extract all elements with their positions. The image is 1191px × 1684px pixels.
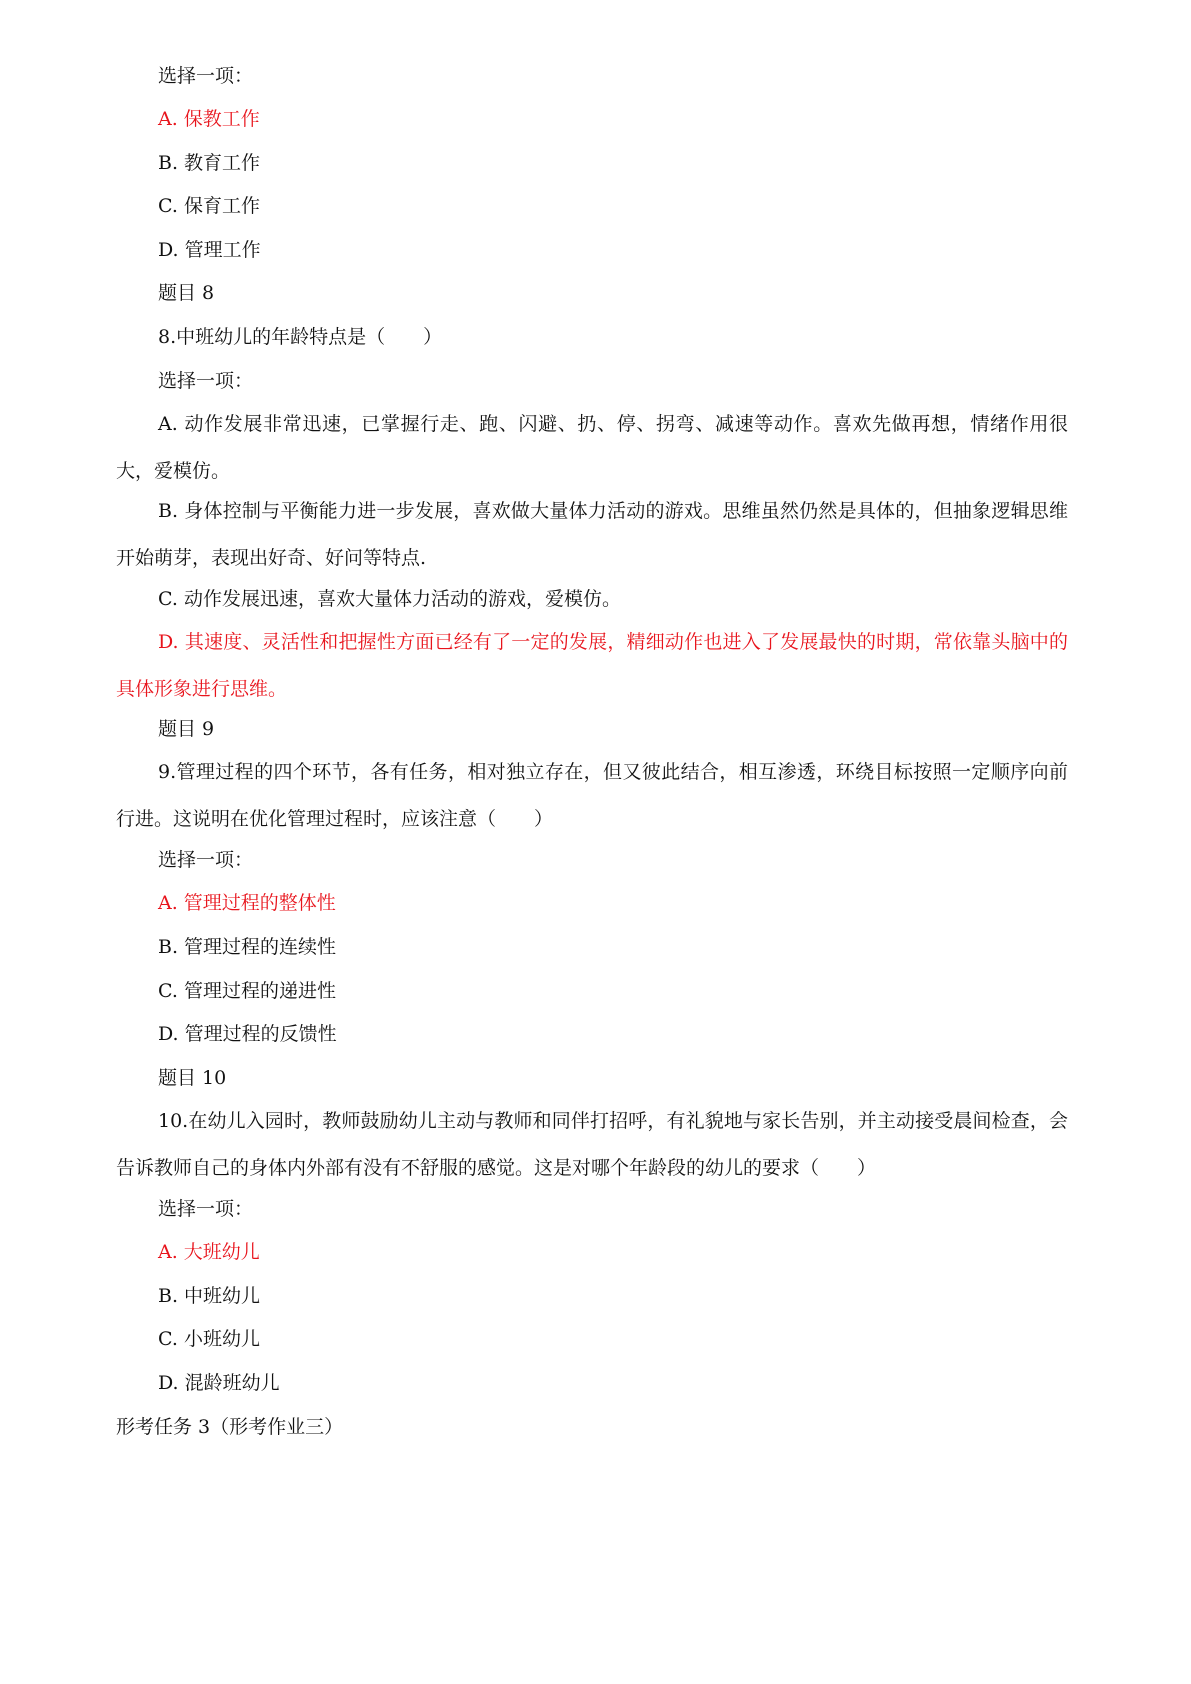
q9-heading: 题目 9 bbox=[158, 718, 215, 740]
q7-option-d: D. 管理工作 bbox=[158, 239, 261, 261]
q8-question: 8.中班幼儿的年龄特点是（ ） bbox=[158, 326, 443, 348]
q8-prompt: 选择一项： bbox=[158, 370, 254, 392]
q10-heading: 题目 10 bbox=[158, 1067, 227, 1089]
q10-question: 10.在幼儿入园时，教师鼓励幼儿主动与教师和同伴打招呼，有礼貌地与家长告别，并主动接受晨间检查，会告诉教师自己的身体内外部有没有不舒服的感觉。这是对哪个年龄段的幼儿的要求（ ） bbox=[116, 1110, 1068, 1179]
q9-option-c: C. 管理过程的递进性 bbox=[158, 980, 336, 1002]
q10-option-b: B. 中班幼儿 bbox=[158, 1285, 261, 1307]
q9-option-d: D. 管理过程的反馈性 bbox=[158, 1023, 337, 1045]
q7-prompt: 选择一项： bbox=[158, 65, 254, 87]
q7-option-a-correct: A. 保教工作 bbox=[158, 108, 260, 130]
q8-option-d-correct: D. 其速度、灵活性和把握性方面已经有了一定的发展，精细动作也进入了发展最快的时期，常依靠头脑中的具体形象进行思维。 bbox=[116, 631, 1068, 700]
q10-option-c: C. 小班幼儿 bbox=[158, 1328, 260, 1350]
q9-question: 9.管理过程的四个环节，各有任务，相对独立存在，但又彼此结合，相互渗透，环绕目标按照一定顺序向前行进。这说明在优化管理过程时，应该注意（ ） bbox=[116, 761, 1068, 830]
q7-option-c: C. 保育工作 bbox=[158, 195, 260, 217]
q9-option-a-correct: A. 管理过程的整体性 bbox=[158, 892, 336, 914]
q8-option-a: A. 动作发展非常迅速，已掌握行走、跑、闪避、扔、停、拐弯、减速等动作。喜欢先做再想，情绪作用很大，爱模仿。 bbox=[116, 413, 1068, 482]
q8-option-c: C. 动作发展迅速，喜欢大量体力活动的游戏，爱模仿。 bbox=[158, 588, 621, 610]
q8-option-b: B. 身体控制与平衡能力进一步发展，喜欢做大量体力活动的游戏。思维虽然仍然是具体的，但抽象逻辑思维开始萌芽，表现出好奇、好问等特点. bbox=[116, 500, 1068, 569]
section-title: 形考任务 3（形考作业三） bbox=[116, 1416, 344, 1438]
q10-prompt: 选择一项： bbox=[158, 1198, 254, 1220]
q9-prompt: 选择一项： bbox=[158, 849, 254, 871]
q7-option-b: B. 教育工作 bbox=[158, 152, 261, 174]
q8-heading: 题目 8 bbox=[158, 282, 215, 304]
q9-option-b: B. 管理过程的连续性 bbox=[158, 936, 337, 958]
q10-option-a-correct: A. 大班幼儿 bbox=[158, 1241, 260, 1263]
q10-option-d: D. 混龄班幼儿 bbox=[158, 1372, 280, 1394]
